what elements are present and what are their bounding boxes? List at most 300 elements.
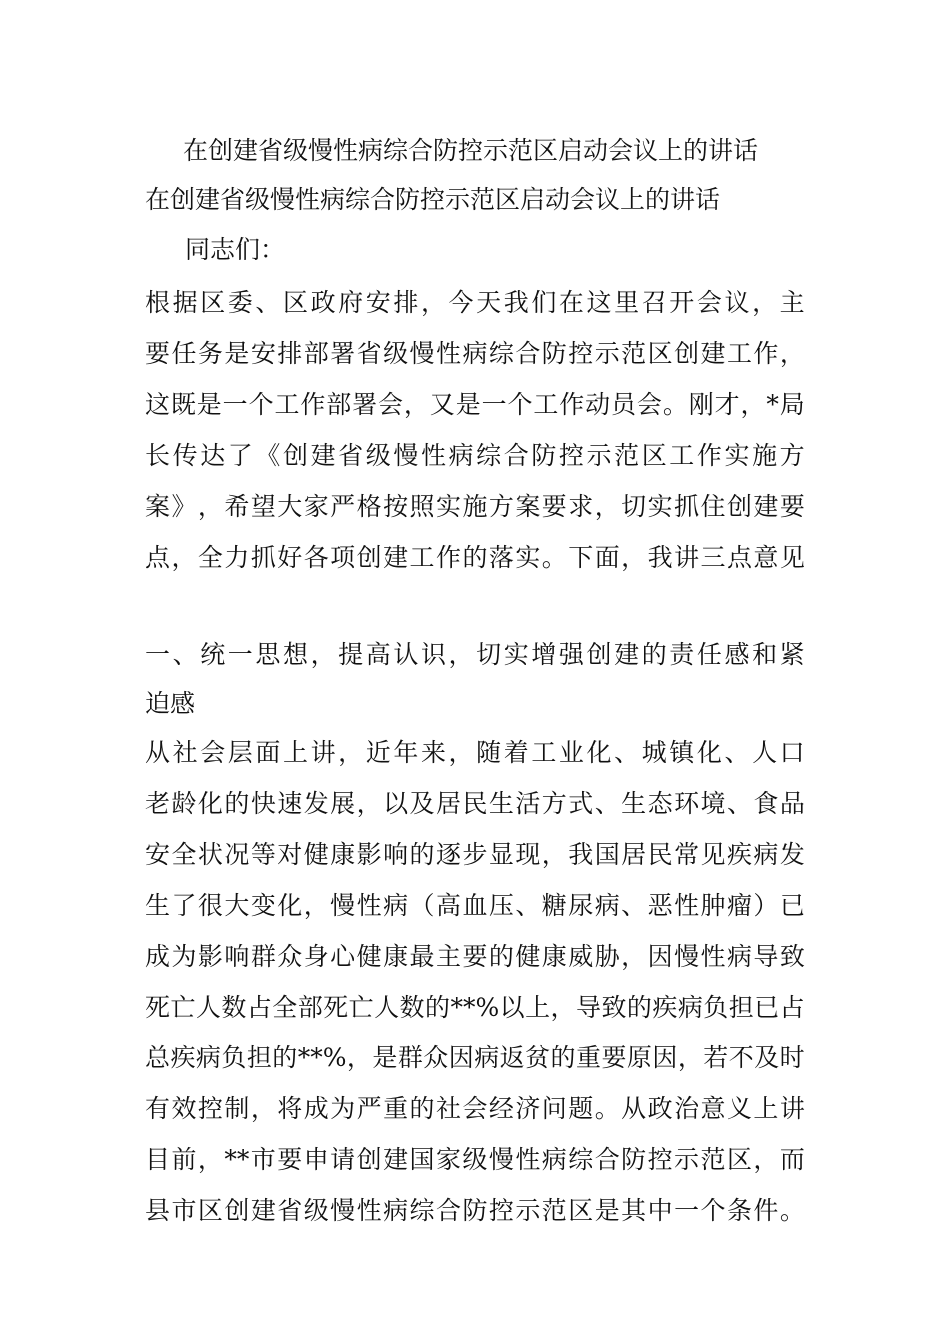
text-glyph: 已 [754,993,780,1022]
text-glyph: 群 [250,942,276,971]
text-glyph: 创 [356,543,382,572]
text-glyph: 居 [435,789,461,818]
text-glyph: 死 [323,993,349,1022]
text-glyph: 等 [250,840,276,869]
text-glyph: 众 [277,942,303,971]
text-glyph: 增 [531,640,557,669]
text-glyph: 很 [197,891,223,920]
text-glyph: 制 [224,1094,250,1123]
text-glyph: 、 [172,640,198,669]
text-glyph: 、 [726,789,752,818]
paragraph-line [145,543,805,573]
greeting: 同志们： [185,235,286,264]
text-glyph: 慢 [409,339,435,368]
text-glyph: 范 [700,1145,726,1174]
text-glyph: 血 [462,891,488,920]
text-glyph: 是 [594,1196,620,1225]
text-glyph: 讲 [310,738,336,767]
text-glyph: 范 [614,441,640,470]
text-glyph: 建 [383,543,409,572]
text-glyph: 占 [779,993,805,1022]
text-glyph: 三 [700,543,726,572]
text-glyph: 的 [409,840,435,869]
text-glyph: 开 [669,288,695,317]
text-glyph: 病 [474,1043,500,1072]
text-glyph: 据 [172,288,198,317]
text-glyph: 人 [752,738,778,767]
text-glyph: 个 [507,390,533,419]
text-glyph: 国 [594,840,620,869]
text-glyph: 品 [779,789,805,818]
text-glyph: 家 [435,1145,461,1174]
text-glyph: 安 [145,840,171,869]
text-glyph: 排 [277,339,303,368]
text-glyph: 严 [330,492,356,521]
text-glyph: 快 [250,789,276,818]
text-glyph: 随 [476,738,502,767]
text-glyph: 生 [488,789,514,818]
text-glyph: 条 [726,1196,752,1225]
text-glyph: 其 [621,1196,647,1225]
text-glyph: 着 [503,738,529,767]
text-glyph: 大 [277,492,303,521]
paragraph-line [145,1043,805,1073]
text-glyph: 切 [476,640,502,669]
text-glyph: 议 [724,288,750,317]
text-glyph: 发 [779,840,805,869]
text-glyph: 》 [171,492,197,521]
text-glyph: 任 [171,339,197,368]
text-glyph: 防 [462,1196,488,1225]
text-glyph: 时 [779,1043,805,1072]
text-glyph: 步 [462,840,488,869]
text-glyph: 市 [250,1145,276,1174]
text-glyph: 境 [700,789,726,818]
text-glyph: 要 [601,1043,627,1072]
text-glyph: 济 [515,1094,541,1123]
text-glyph: 的 [409,1094,435,1123]
text-glyph: 控 [568,339,594,368]
paragraph-line [145,840,805,870]
text-glyph: 前 [171,1145,197,1174]
text-glyph: 老 [145,789,171,818]
text-glyph: 要 [277,1145,303,1174]
paragraph-line [145,441,805,471]
text-glyph: 性 [515,1145,541,1174]
text-glyph: 会 [462,1094,488,1123]
text-glyph: 从 [145,738,171,767]
text-glyph: 的 [424,993,450,1022]
text-glyph: 强 [558,640,584,669]
text-glyph: 糖 [541,891,567,920]
text-glyph: 了 [171,891,197,920]
text-glyph: 一 [481,390,507,419]
text-glyph: 响 [224,942,250,971]
text-glyph: 作 [753,339,779,368]
text-glyph: 显 [488,840,514,869]
text-glyph: 有 [145,1094,171,1123]
text-glyph: 食 [753,789,779,818]
text-glyph: 讲 [674,543,700,572]
text-glyph: 状 [197,840,223,869]
text-glyph: 一 [222,390,248,419]
text-glyph: 的 [272,1043,298,1072]
text-glyph: 是 [455,390,481,419]
text-glyph: 建 [700,339,726,368]
paragraph-line [145,942,805,972]
document-subtitle: 在创建省级慢性病综合防控示范区启动会议上的讲话 [145,185,721,214]
text-glyph: 和 [752,640,778,669]
document-title: 在创建省级慢性病综合防控示范区启动会议上的讲话 [183,136,759,165]
text-glyph: 作 [435,543,461,572]
text-glyph: 要 [145,339,171,368]
text-glyph: 、 [594,789,620,818]
text-glyph: ， [171,543,197,572]
text-glyph: 又 [429,390,455,419]
text-glyph: 成 [303,1094,329,1123]
text-glyph: 会 [696,288,722,317]
text-glyph: 目 [145,1145,171,1174]
text-glyph: ） [753,891,779,920]
text-glyph: 个 [700,1196,726,1225]
text-glyph: 治 [674,1094,700,1123]
text-glyph: 想 [282,640,308,669]
paragraph-line [145,288,805,318]
text-glyph: 层 [227,738,253,767]
text-glyph: 作 [300,390,326,419]
text-glyph: 控 [558,441,584,470]
text-glyph: 综 [476,441,502,470]
text-glyph: 况 [224,840,250,869]
text-glyph: 任 [696,640,722,669]
text-glyph: 病 [541,1145,567,1174]
text-glyph: 工 [669,441,695,470]
text-glyph: 建 [310,441,336,470]
text-glyph: 以 [499,993,525,1022]
text-glyph: 将 [277,1094,303,1123]
text-glyph: 示 [586,441,612,470]
text-glyph: 既 [170,390,196,419]
text-glyph: 慢 [330,891,356,920]
text-glyph: 委 [227,288,253,317]
text-glyph: ， [740,390,766,419]
text-glyph: 刚 [688,390,714,419]
text-glyph: 最 [409,942,435,971]
text-glyph: 威 [568,942,594,971]
text-glyph: 切 [621,492,647,521]
text-glyph: 部 [297,993,323,1022]
text-glyph: 性 [435,339,461,368]
text-glyph: 要 [462,942,488,971]
text-glyph: 效 [171,1094,197,1123]
text-glyph: 占 [246,993,272,1022]
text-glyph: ， [752,288,778,317]
text-glyph: 各 [303,543,329,572]
text-glyph: 紧 [779,640,805,669]
text-glyph: 为 [171,942,197,971]
text-glyph: 署 [330,339,356,368]
section-heading-cont: 迫感 [145,689,196,718]
text-glyph: ， [197,492,223,521]
text-glyph: 示 [515,1196,541,1225]
text-glyph: 亡 [348,993,374,1022]
text-glyph: 的 [641,640,667,669]
text-glyph: 健 [515,942,541,971]
text-glyph: 安 [250,339,276,368]
text-glyph: 恶 [647,891,673,920]
text-glyph: 健 [303,840,329,869]
text-glyph: 局 [779,390,805,419]
text-glyph: ， [250,1094,276,1123]
text-glyph: 逐 [435,840,461,869]
text-glyph: 的 [462,543,488,572]
text-glyph: 这 [145,390,171,419]
text-glyph: 里 [614,288,640,317]
text-glyph: 影 [356,840,382,869]
text-glyph: 众 [423,1043,449,1072]
text-glyph: 申 [303,1145,329,1174]
text-glyph: 上 [753,1094,779,1123]
text-glyph: 们 [531,288,557,317]
text-glyph: 建 [250,1196,276,1225]
text-glyph: 慢 [393,441,419,470]
text-glyph: 达 [200,441,226,470]
text-glyph: 国 [409,1145,435,1174]
text-glyph: 因 [652,1043,678,1072]
text-glyph: 中 [647,1196,673,1225]
text-glyph: 今 [448,288,474,317]
paragraph-line [145,993,805,1023]
text-glyph: 抓 [250,543,276,572]
text-glyph: 发 [303,789,329,818]
text-glyph: 会 [636,390,662,419]
text-glyph: 在 [558,288,584,317]
text-glyph: ， [621,543,647,572]
text-glyph: 作 [696,441,722,470]
text-glyph: 民 [647,840,673,869]
text-glyph: 龄 [171,789,197,818]
text-glyph: 控 [647,1145,673,1174]
text-glyph: 实 [515,543,541,572]
text-glyph: 建 [614,640,640,669]
text-glyph: 见 [779,543,805,572]
text-glyph: 病 [383,1196,409,1225]
text-glyph: 、 [255,288,281,317]
text-glyph: 面 [594,543,620,572]
text-glyph: 思 [255,640,281,669]
text-glyph: 病 [677,993,703,1022]
text-glyph: 天 [476,288,502,317]
text-glyph: 传 [172,441,198,470]
text-glyph: ， [403,390,429,419]
text-glyph: 经 [488,1094,514,1123]
text-glyph: 一 [145,640,171,669]
text-glyph: 建 [753,492,779,521]
text-glyph: 态 [647,789,673,818]
text-glyph: 人 [195,993,221,1022]
text-glyph: 防 [621,1145,647,1174]
text-glyph: 望 [250,492,276,521]
text-glyph: 现 [515,840,541,869]
text-glyph: 从 [621,1094,647,1123]
text-glyph: 居 [621,840,647,869]
text-glyph: 疾 [652,993,678,1022]
text-glyph: 主 [435,942,461,971]
text-glyph: 上 [525,993,551,1022]
text-glyph: 会 [200,738,226,767]
text-glyph: 请 [330,1145,356,1174]
text-glyph: 康 [541,942,567,971]
text-glyph: 创 [224,1196,250,1225]
text-glyph: 死 [145,993,171,1022]
text-glyph: 导 [753,942,779,971]
text-glyph: 重 [383,1094,409,1123]
text-glyph: 性 [700,942,726,971]
text-glyph: 下 [568,543,594,572]
text-glyph: ， [541,840,567,869]
text-glyph: 化 [277,891,303,920]
text-glyph: 年 [393,738,419,767]
text-glyph: 市 [171,1196,197,1225]
text-glyph: 式 [568,789,594,818]
text-glyph: 全 [171,840,197,869]
text-glyph: 数 [221,993,247,1022]
text-glyph: 好 [277,543,303,572]
text-glyph: 群 [397,1043,423,1072]
text-glyph: 压 [488,891,514,920]
text-glyph: 点 [145,543,171,572]
text-glyph: 已 [779,891,805,920]
text-glyph: 的 [224,789,250,818]
text-glyph: 义 [726,1094,752,1123]
text-glyph: 。 [594,1094,620,1123]
text-glyph: 区 [200,288,226,317]
text-glyph: 健 [356,942,382,971]
text-glyph: 建 [383,1145,409,1174]
text-glyph: 胁 [594,942,620,971]
paragraph-line [145,390,805,420]
text-glyph: 责 [669,640,695,669]
text-glyph: 员 [611,390,637,419]
text-glyph: 实 [724,441,750,470]
text-glyph: 我 [647,543,673,572]
text-glyph: 负 [221,1043,247,1072]
text-glyph: * [766,390,779,419]
text-glyph: 性 [356,1196,382,1225]
text-glyph: 《 [255,441,281,470]
text-glyph: 高 [365,640,391,669]
text-glyph: 才 [714,390,740,419]
text-glyph: 化 [696,738,722,767]
text-glyph: 化 [197,789,223,818]
text-glyph: 力 [224,543,250,572]
text-glyph: 康 [383,942,409,971]
text-glyph: 病 [726,942,752,971]
section-heading [145,640,805,670]
text-glyph: 区 [197,1196,223,1225]
text-glyph: 级 [365,441,391,470]
text-glyph: 高 [435,891,461,920]
text-glyph: 身 [303,942,329,971]
text-glyph: 合 [503,441,529,470]
text-glyph: 全 [197,543,223,572]
text-glyph: 生 [621,789,647,818]
text-glyph: 区 [282,288,308,317]
text-glyph: 慢 [488,1145,514,1174]
text-glyph: 政 [647,1094,673,1123]
text-glyph: 重 [576,1043,602,1072]
text-glyph: ， [356,789,382,818]
text-glyph: 致 [779,942,805,971]
text-glyph: ， [677,1043,703,1072]
text-glyph: 级 [303,1196,329,1225]
text-glyph: （ [409,891,435,920]
paragraph-line [145,492,805,522]
text-glyph: 住 [700,492,726,521]
text-glyph: 、 [515,891,541,920]
text-glyph: 项 [330,543,356,572]
text-glyph: 不 [728,1043,754,1072]
text-glyph: **% [450,993,500,1022]
text-glyph: 成 [145,942,171,971]
text-glyph: 格 [356,492,382,521]
text-glyph: 照 [409,492,435,521]
text-glyph: 返 [499,1043,525,1072]
text-glyph: 镇 [669,738,695,767]
text-glyph: 创 [282,441,308,470]
text-glyph: 排 [393,288,419,317]
text-glyph: ， [779,339,805,368]
text-glyph: 的 [550,1043,576,1072]
text-glyph: 案 [515,492,541,521]
text-glyph: 的 [626,993,652,1022]
text-glyph: 感 [724,640,750,669]
paragraph-line [145,1094,805,1124]
text-glyph: 。 [541,543,567,572]
text-glyph: 工 [274,390,300,419]
paragraph-line [145,738,805,768]
text-glyph: ， [621,942,647,971]
text-glyph: 慢 [330,1196,356,1225]
text-glyph: 个 [248,390,274,419]
text-glyph: 是 [372,1043,398,1072]
text-glyph: 部 [303,339,329,368]
text-glyph: ， [550,993,576,1022]
text-glyph: 我 [503,288,529,317]
text-glyph: 病 [462,339,488,368]
text-glyph: 肿 [700,891,726,920]
text-glyph: 大 [224,891,250,920]
text-glyph: 原 [626,1043,652,1072]
text-glyph: 担 [728,993,754,1022]
text-glyph: 家 [303,492,329,521]
text-glyph: 来 [420,738,446,767]
text-glyph: 统 [200,640,226,669]
text-glyph: 这 [586,288,612,317]
text-glyph: 级 [462,1145,488,1174]
text-glyph: ， [594,492,620,521]
text-glyph: 数 [399,993,425,1022]
text-glyph: 方 [779,441,805,470]
text-glyph: 常 [674,840,700,869]
text-glyph: 要 [541,492,567,521]
text-glyph: 以 [383,789,409,818]
text-glyph: ， [338,738,364,767]
text-glyph: 省 [277,1196,303,1225]
text-glyph: 性 [420,441,446,470]
text-glyph: 政 [310,288,336,317]
text-glyph: 担 [246,1043,272,1072]
